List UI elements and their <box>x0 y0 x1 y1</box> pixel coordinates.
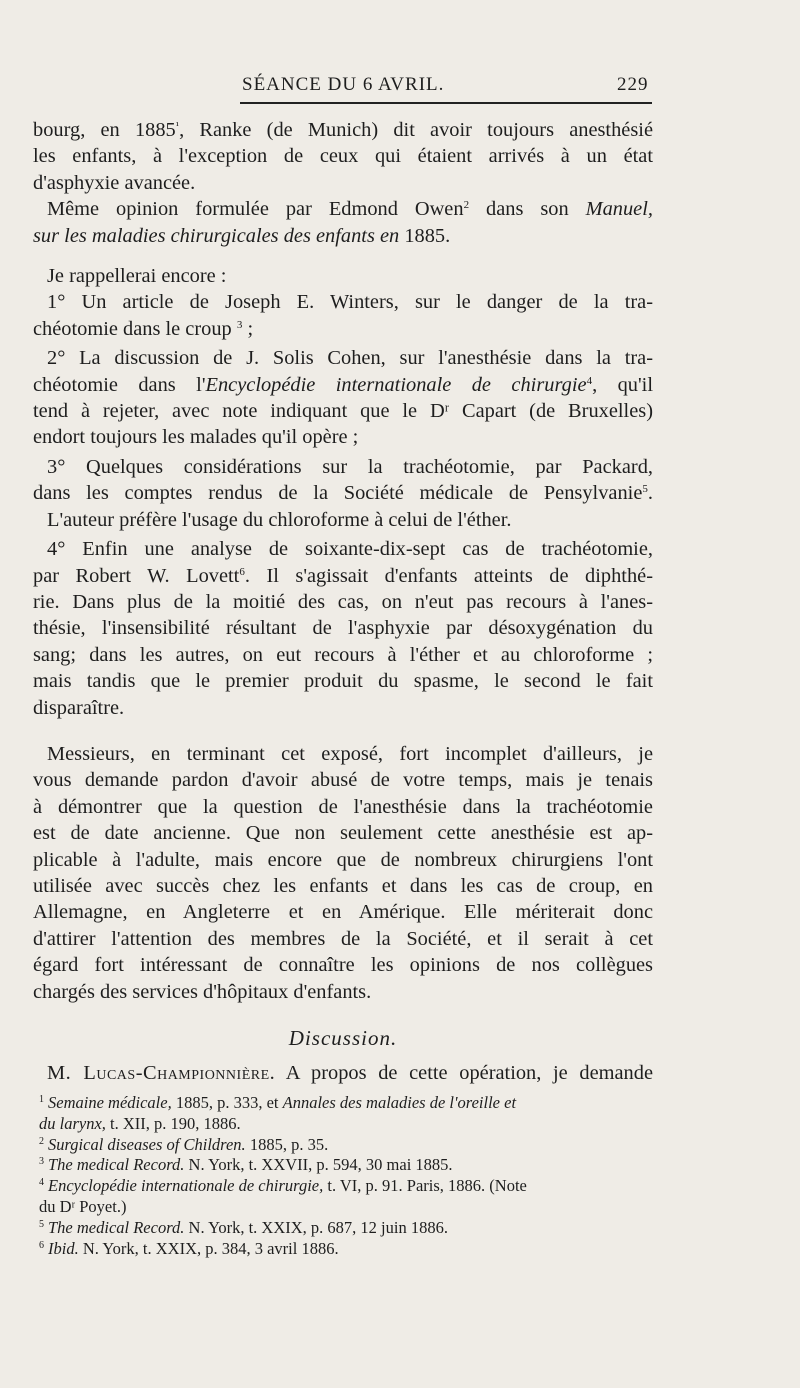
text-line: thésie, l'insensibilité résultant de l'asphyxie par désoxygénation du <box>33 617 653 640</box>
discussion-heading: Discussion. <box>288 1026 398 1050</box>
text-line: bourg, en $1885^{^1}$, Ranke (de Munich) dit avoir toujours anesthésié <box>33 119 653 141</box>
footnote: $^4$ Encyclopédie internationale de chirurgie, t. VI, p. 91. Paris, 1886. (Note du Dʳ Poyet.) <box>39 1176 527 1216</box>
text-line: sur les maladies chirurgicales des enfants en 1885. <box>33 224 451 247</box>
text-line: 1° Un article de Joseph E. Winters, sur le danger de la tra- <box>47 291 653 314</box>
text-line: L'auteur préfère l'usage du chloroforme à celui de l'éther. <box>47 508 512 531</box>
text-line: égard fort intéressant de connaître les opinions de nos collègues <box>33 954 653 977</box>
footnotes <box>33 1093 653 1259</box>
discussion-line: M. Lucas-Championnière. A propos de cette opération, je demande <box>47 1062 653 1085</box>
text-line: mais tandis que le premier produit du spasme, le second le fait <box>33 670 653 693</box>
text-line: est de date ancienne. Que non seulement cette anesthésie est ap- <box>33 822 653 845</box>
footnote: $^5$ The medical Record. N. York, t. XXIX, p. 687, 12 juin 1886. <box>39 1217 448 1237</box>
text-line: plicable à l'adulte, mais encore que de nombreux chirurgiens l'ont <box>33 848 653 871</box>
text-line: les enfants, à l'exception de ceux qui étaient arrivés à un état <box>33 145 653 168</box>
text-line: Je rappellerai encore : <box>47 265 227 288</box>
running-header <box>0 74 800 98</box>
header-rule <box>240 102 652 104</box>
text-line: Même opinion formulée par Edmond Owen$^2$ dans son Manuel, <box>47 198 653 221</box>
text-line: vous demande pardon d'avoir abusé de votre temps, mais je tenais <box>33 769 653 792</box>
text-line: dans les comptes rendus de la Société médicale de Pensylvanie$^5$. <box>33 482 653 505</box>
page-number: 229 <box>617 74 649 95</box>
footnote: $^2$ Surgical diseases of Children. 1885, p. 35. <box>39 1134 329 1154</box>
running-title: SÉANCE DU 6 AVRIL. <box>242 74 445 95</box>
text-line: 2° La discussion de J. Solis Cohen, sur l'anesthésie dans la tra- <box>47 347 653 370</box>
text-line: chéotomie dans le croup $^3$ ; <box>33 317 254 340</box>
footnote: $^1$ Semaine médicale, 1885, p. 333, et Annales des maladies de l'oreille et du larynx, t. XII, p. 190, 1886. <box>39 1093 517 1133</box>
text-line: endort toujours les malades qu'il opère ; <box>33 426 359 449</box>
speaker-name: M. Lucas-Championnière. <box>47 1062 276 1085</box>
text-line: 4° Enfin une analyse de soixante-dix-sept cas de trachéotomie, <box>47 538 653 561</box>
text-line: sang; dans les autres, on eut recours à l'éther et au chloroforme ; <box>33 643 653 666</box>
text-line: Messieurs, en terminant cet exposé, fort incomplet d'ailleurs, je <box>47 742 653 765</box>
text-line: 3° Quelques considérations sur la trachéotomie, par Packard, <box>47 455 653 478</box>
text-line: chargés des services d'hôpitaux d'enfants. <box>33 980 372 1003</box>
footnote: $^3$ The medical Record. N. York, t. XXVII, p. 594, 30 mai 1885. <box>39 1155 453 1175</box>
text-line: par Robert W. Lovett$^6$. Il s'agissait d'enfants atteints de diphthé- <box>33 564 653 587</box>
text-line: rie. Dans plus de la moitié des cas, on n'eut pas recours à l'anes- <box>33 590 653 613</box>
body-text <box>33 117 653 1087</box>
footnote: $^6$ Ibid. N. York, t. XXIX, p. 384, 3 avril 1886. <box>39 1238 339 1258</box>
text-line: Allemagne, en Angleterre et en Amérique. Elle mériterait donc <box>33 901 653 924</box>
text-line: disparaître. <box>33 696 125 719</box>
text-line: d'asphyxie avancée. <box>33 171 196 194</box>
text-line: chéotomie dans l'Encyclopédie internationale de chirurgie$^4$, qu'il <box>33 373 653 396</box>
text-line: d'attirer l'attention des membres de la Société, et il serait à cet <box>33 927 653 950</box>
text-line: à démontrer que la question de l'anesthésie dans la trachéotomie <box>33 795 653 818</box>
text-line: tend à rejeter, avec note indiquant que le Dʳ Capart (de Bruxelles) <box>33 400 653 423</box>
text-line: utilisée avec succès chez les enfants et dans les cas de croup, en <box>33 874 653 897</box>
